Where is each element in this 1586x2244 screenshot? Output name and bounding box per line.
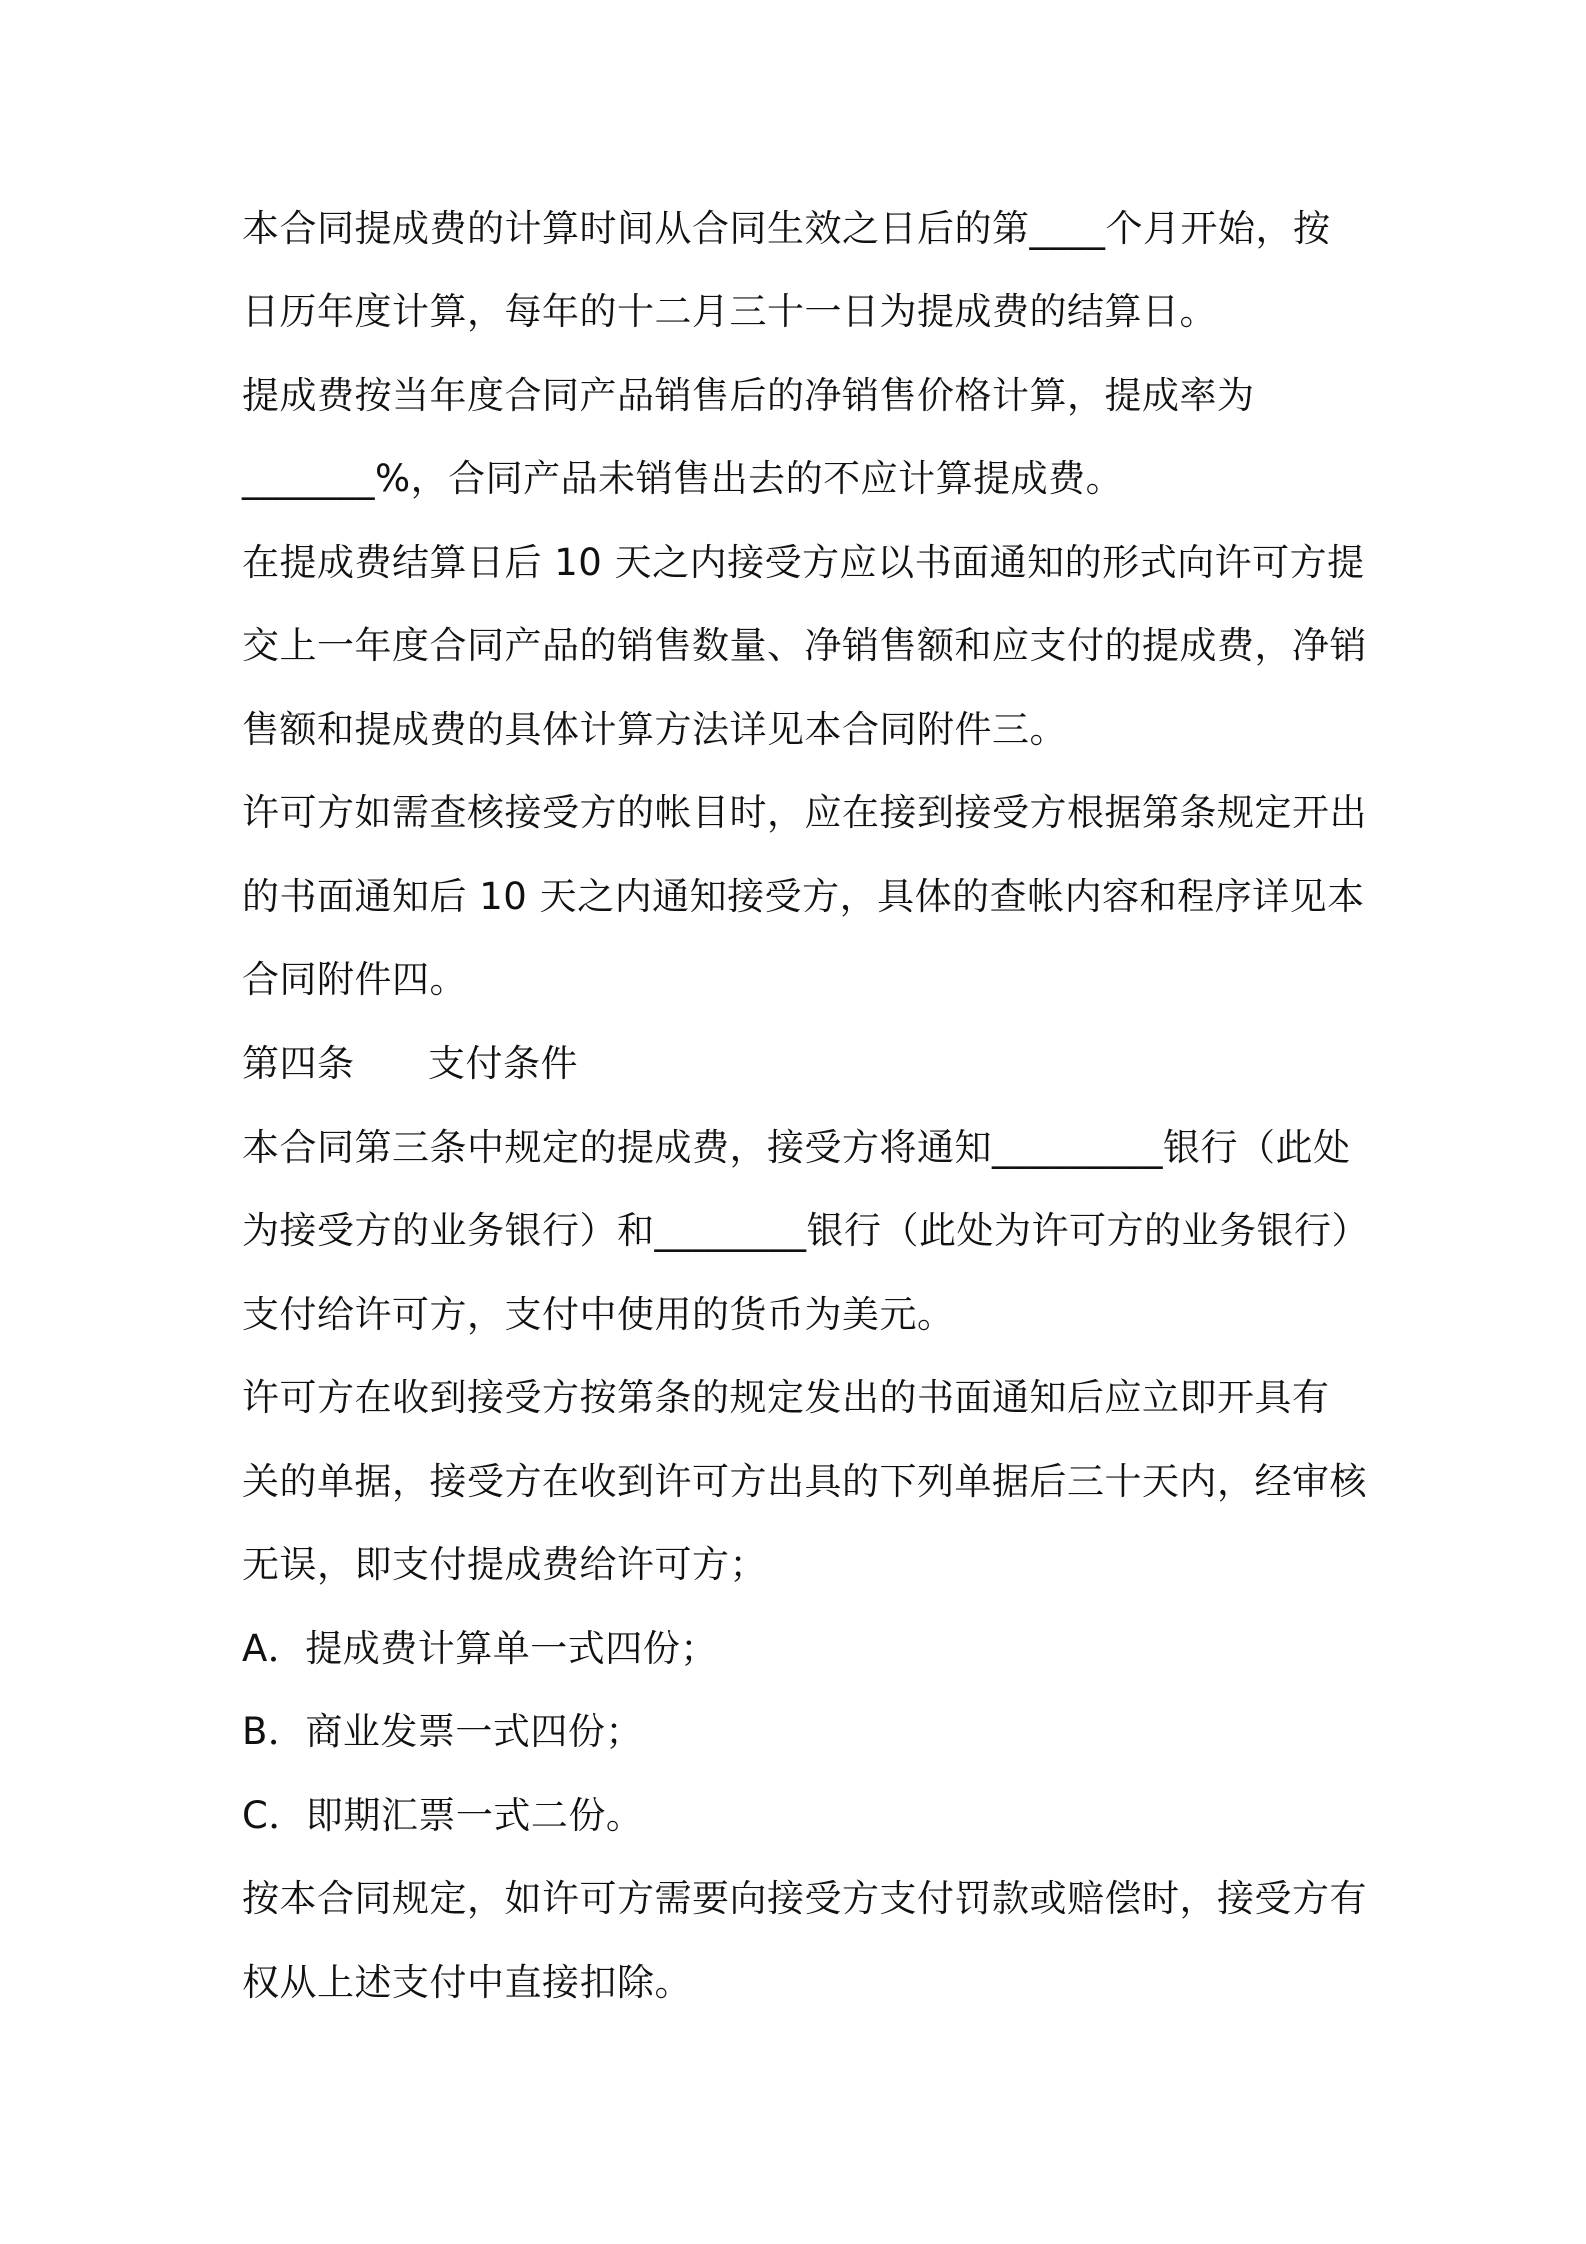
- text-line-5: 在提成费结算日后 10 天之内接受方应以书面通知的形式向许可方提: [242, 541, 1365, 584]
- section-heading: [242, 1040, 1372, 1088]
- text-line-2: 日历年度计算，每年的十二月三十一日为提成费的结算日。: [242, 290, 1217, 333]
- text-line-20: 按本合同规定，如许可方需要向接受方支付罚款或赔偿时，接受方有: [242, 1877, 1367, 1920]
- heading-title: 支付条件: [428, 1042, 578, 1085]
- text-line-4: _______%，合同产品未销售出去的不应计算提成费。: [242, 457, 1124, 500]
- list-item-b: B．商业发票一式四份；: [242, 1710, 643, 1753]
- text-line-10: 合同附件四。: [242, 958, 467, 1001]
- text-line-3: 提成费按当年度合同产品销售后的净销售价格计算，提成率为: [242, 374, 1255, 417]
- heading-number: 第四条: [242, 1042, 355, 1085]
- text-line-11: 本合同第三条中规定的提成费，接受方将通知_________银行（此处: [242, 1126, 1351, 1169]
- text-line-6: 交上一年度合同产品的销售数量、净销售额和应支付的提成费，净销: [242, 624, 1367, 667]
- text-line-16: 无误，即支付提成费给许可方；: [242, 1543, 767, 1586]
- text-line-15: 关的单据，接受方在收到许可方出具的下列单据后三十天内，经审核: [242, 1460, 1367, 1503]
- text-line-14: 许可方在收到接受方按第条的规定发出的书面通知后应立即开具有: [242, 1376, 1330, 1419]
- text-line-13: 支付给许可方，支付中使用的货币为美元。: [242, 1293, 955, 1336]
- text-line-8: 许可方如需查核接受方的帐目时，应在接到接受方根据第条规定开出: [242, 791, 1367, 834]
- text-line-7: 售额和提成费的具体计算方法详见本合同附件三。: [242, 708, 1067, 751]
- list-item-c: C．即期汇票一式二份。: [242, 1794, 644, 1837]
- text-line-21: 权从上述支付中直接扣除。: [242, 1961, 692, 2004]
- text-line-1: 本合同提成费的计算时间从合同生效之日后的第____个月开始，按: [242, 207, 1331, 250]
- list-item-a: A．提成费计算单一式四份；: [242, 1627, 718, 1670]
- text-line-12: 为接受方的业务银行）和________银行（此处为许可方的业务银行）: [242, 1209, 1369, 1252]
- text-line-9: 的书面通知后 10 天之内通知接受方，具体的查帐内容和程序详见本: [242, 875, 1365, 918]
